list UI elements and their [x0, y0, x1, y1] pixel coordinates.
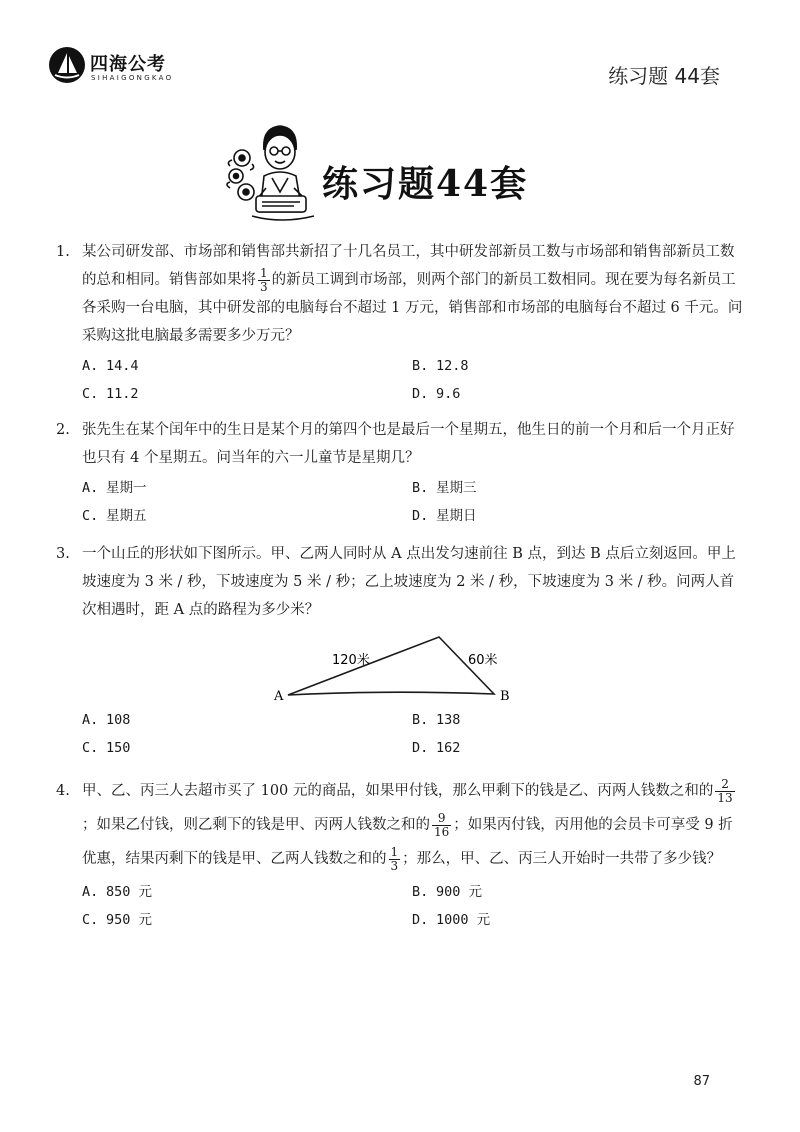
stem-text: ；如果丙付钱，丙用他的会员卡可享受 9 折优惠，结果丙剩下的钱是甲、乙两人钱数之和的 — [82, 817, 733, 867]
option-label: B. — [412, 358, 429, 374]
stem-text: 某公司研发部、市场部和销售部共新招了十几名员工，其中研发部新员工数与市场部和销售部新员工数的总和相同。销售部如果将 — [82, 244, 735, 288]
question-1 — [56, 238, 746, 408]
option-text: 138 — [436, 712, 461, 728]
question-stem: 张先生在某个闰年中的生日是某个月的第四个也是最后一个星期五，他生日的前一个月和后一个月正好也只有 4 个星期五。问当年的六一儿童节是星期几？ — [82, 422, 735, 466]
option-d — [412, 380, 712, 408]
fraction-denominator: 16 — [434, 824, 450, 839]
option-b — [412, 706, 712, 734]
option-d — [412, 502, 712, 530]
stem-text: 甲、乙、丙三人去超市买了 100 元的商品，如果甲付钱，那么甲剩下的钱是乙、丙两人钱数之和的 — [82, 783, 714, 799]
question-stem: 一个山丘的形状如下图所示。甲、乙两人同时从 A 点出发匀速前往 B 点，到达 B 点后立刻返回。甲上坡速度为 3 米 / 秒，下坡速度为 5 米 / 秒；乙上坡速度为 2 米 / 秒，下坡速度为 3 米 / 秒。问两人首次相遇时，距 A 点的路程为多少米？ — [82, 546, 736, 618]
question-number: 2. — [56, 422, 70, 438]
option-a — [82, 878, 382, 906]
option-text: 14.4 — [106, 358, 139, 374]
option-text: 162 — [436, 740, 461, 756]
fraction — [258, 267, 270, 294]
option-label: A. — [82, 358, 99, 374]
fraction-denominator: 3 — [390, 858, 399, 873]
option-text: 11.2 — [106, 386, 139, 402]
stem-text: ；那么，甲、乙、丙三人开始时一共带了多少钱？ — [402, 851, 722, 867]
option-text: 1000 元 — [436, 912, 491, 928]
option-label: A. — [82, 712, 99, 728]
option-label: D. — [412, 386, 429, 402]
question-stem — [82, 774, 746, 876]
question-3 — [56, 540, 746, 762]
option-text: 900 元 — [436, 884, 483, 900]
option-d — [412, 906, 712, 934]
fraction-numerator: 1 — [390, 844, 399, 859]
option-label: D. — [412, 912, 429, 928]
option-b — [412, 878, 712, 906]
option-b — [412, 474, 712, 502]
option-d — [412, 734, 712, 762]
option-a — [82, 474, 382, 502]
option-b — [412, 352, 712, 380]
fraction-denominator: 3 — [260, 279, 268, 294]
option-text: 850 元 — [106, 884, 153, 900]
hill-triangle — [256, 624, 536, 704]
option-c — [82, 380, 382, 408]
option-text: 12.8 — [436, 358, 469, 374]
question-4 — [56, 774, 746, 934]
page-title: 练习题44套 — [322, 163, 529, 205]
option-label: B. — [412, 480, 429, 496]
left-side-length: 120米 — [332, 653, 370, 668]
option-label: D. — [412, 508, 429, 524]
option-label: C. — [82, 386, 99, 402]
stem-text: ；如果乙付钱，则乙剩下的钱是甲、丙两人钱数之和的 — [82, 817, 430, 833]
hill-diagram — [256, 624, 536, 704]
option-text: 9.6 — [436, 386, 461, 402]
header-title: 练习题 44套 — [608, 64, 720, 88]
question-number: 3. — [56, 546, 70, 562]
options — [82, 474, 746, 530]
option-text: 150 — [106, 740, 131, 756]
page-number: 87 — [693, 1074, 710, 1089]
option-text: 星期三 — [436, 480, 477, 496]
option-a — [82, 706, 382, 734]
options — [82, 878, 746, 934]
fraction-denominator: 13 — [717, 790, 733, 805]
option-c — [82, 734, 382, 762]
option-label: B. — [412, 712, 429, 728]
question-2 — [56, 416, 746, 530]
option-text: 星期日 — [436, 508, 477, 524]
question-stem — [82, 238, 746, 350]
page-header — [0, 0, 800, 110]
fraction-numerator: 9 — [432, 812, 451, 826]
option-label: C. — [82, 740, 99, 756]
option-c — [82, 906, 382, 934]
sailboat-logo-icon — [48, 46, 86, 84]
title-banner — [222, 118, 552, 228]
option-text: 108 — [106, 712, 131, 728]
fraction-numerator: 1 — [260, 265, 268, 280]
question-number: 4. — [56, 783, 70, 799]
option-c — [82, 502, 382, 530]
point-a-label: A — [274, 689, 284, 704]
fraction — [715, 778, 734, 805]
option-a — [82, 352, 382, 380]
option-text: 星期一 — [106, 480, 147, 496]
option-label: B. — [412, 884, 429, 900]
question-number: 1. — [56, 244, 70, 260]
options — [82, 706, 746, 762]
option-label: C. — [82, 912, 99, 928]
option-text: 星期五 — [106, 508, 147, 524]
option-label: A. — [82, 480, 99, 496]
stem-text: 的新员工调到市场部，则两个部门的新员工数相同。现在要为每名新员工各采购一台电脑，其中研发部的电脑每台不超过 1 万元，销售部和市场部的电脑每台不超过 6 千元。问采购这批电脑最多需要多少万元？ — [82, 272, 743, 344]
options — [82, 352, 746, 408]
option-label: D. — [412, 740, 429, 756]
logo-name: 四海公考 — [90, 54, 166, 75]
logo-subtitle: SIHAIGONGKAO — [91, 74, 174, 82]
point-b-label: B — [500, 689, 510, 704]
option-text: 950 元 — [106, 912, 153, 928]
brand-logo — [48, 46, 208, 92]
fraction-numerator: 2 — [715, 778, 734, 792]
right-side-length: 60米 — [468, 653, 498, 668]
fraction — [432, 812, 451, 839]
fraction — [389, 846, 401, 873]
option-label: A. — [82, 884, 99, 900]
scholar-mascot-icon — [222, 118, 322, 224]
option-label: C. — [82, 508, 99, 524]
